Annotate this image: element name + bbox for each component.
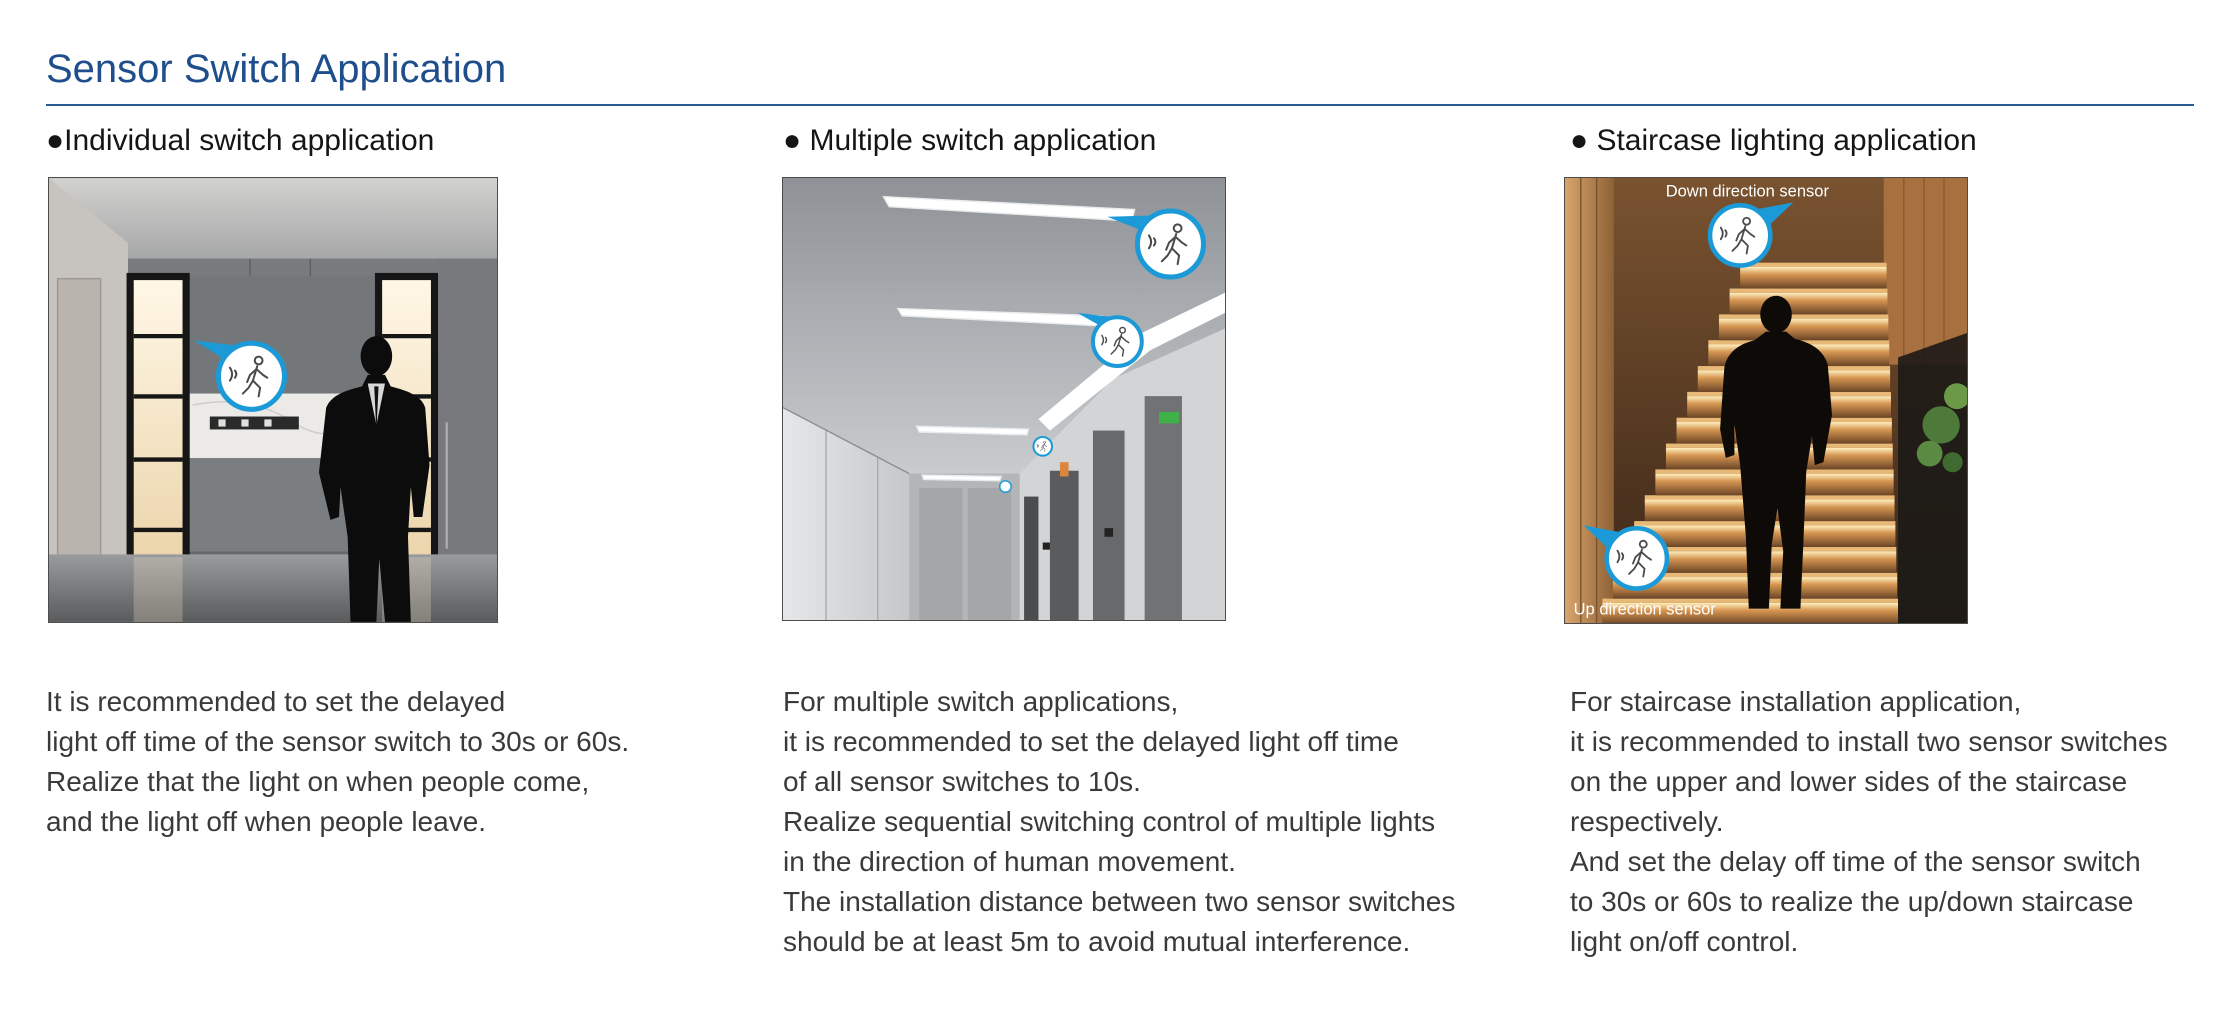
- section-heading-multiple: ● Multiple switch application: [783, 124, 1157, 157]
- elevator-door-left: [919, 488, 962, 620]
- multiple-switch-scene: [783, 178, 1225, 620]
- text-line: to 30s or 60s to realize the up/down staircase: [1570, 886, 2134, 917]
- text-line: in the direction of human movement.: [783, 846, 1236, 877]
- elevator-door-right: [968, 488, 1011, 620]
- up-direction-sensor-label: Up direction sensor: [1573, 600, 1716, 619]
- text-line: It is recommended to set the delayed: [46, 686, 506, 717]
- stair-tread: [1719, 314, 1888, 318]
- text-line: And set the delay off time of the sensor switch: [1570, 846, 2141, 877]
- door-number-plate: [1104, 528, 1113, 537]
- glass-railing: [1898, 333, 1967, 623]
- section-text-multiple: [783, 682, 1455, 962]
- text-line: on the upper and lower sides of the staircase: [1570, 766, 2128, 797]
- text-line: respectively.: [1570, 806, 1724, 837]
- staircase-scene: [1565, 178, 1967, 623]
- exit-sign: [1159, 412, 1179, 423]
- text-line: The installation distance between two sensor switches: [783, 886, 1456, 917]
- title-underline: [46, 104, 2194, 106]
- stair-tread: [1730, 289, 1888, 293]
- text-line: of all sensor switches to 10s.: [783, 766, 1141, 797]
- door-number-plate: [1043, 543, 1050, 550]
- floor-reflection-left: [134, 557, 183, 622]
- door: [1093, 431, 1125, 620]
- section-text-staircase: [1570, 682, 2168, 962]
- text-line: For multiple switch applications,: [783, 686, 1179, 717]
- text-line: should be at least 5m to avoid mutual interference.: [783, 926, 1411, 957]
- section-heading-individual: ●Individual switch application: [46, 124, 435, 157]
- door: [1145, 396, 1182, 620]
- stair-led-riser: [1719, 319, 1888, 341]
- text-line: light off time of the sensor switch to 30s or 60s.: [46, 726, 630, 757]
- text-line: Realize sequential switching control of multiple lights: [783, 806, 1436, 837]
- door: [1024, 497, 1038, 620]
- stair-step: [1730, 289, 1888, 315]
- stair-step: [1719, 314, 1888, 340]
- stair-tread: [1740, 263, 1886, 267]
- stair-step: [1740, 263, 1886, 289]
- text-line: Realize that the light on when people come,: [46, 766, 590, 797]
- down-direction-sensor-label: Down direction sensor: [1665, 182, 1829, 201]
- individual-switch-scene: [49, 178, 497, 622]
- stair-led-riser: [1730, 293, 1888, 315]
- section-heading-staircase: ● Staircase lighting application: [1570, 124, 1977, 157]
- page-title: Sensor Switch Application: [46, 47, 507, 91]
- motion-sensor-icon: [1000, 481, 1011, 492]
- wall-lamp: [1060, 462, 1069, 476]
- section-text-individual: [46, 682, 629, 842]
- door: [1050, 471, 1079, 620]
- text-line: light on/off control.: [1570, 926, 1799, 957]
- text-line: it is recommended to install two sensor switches: [1570, 726, 2168, 757]
- text-line: For staircase installation application,: [1570, 686, 2022, 717]
- text-line: and the light off when people leave.: [46, 806, 487, 837]
- text-line: it is recommended to set the delayed light off time: [783, 726, 1399, 757]
- stair-led-riser: [1740, 267, 1886, 289]
- upper-right-wood-wall: [1884, 178, 1967, 365]
- motion-sensor-icon: [1033, 437, 1052, 456]
